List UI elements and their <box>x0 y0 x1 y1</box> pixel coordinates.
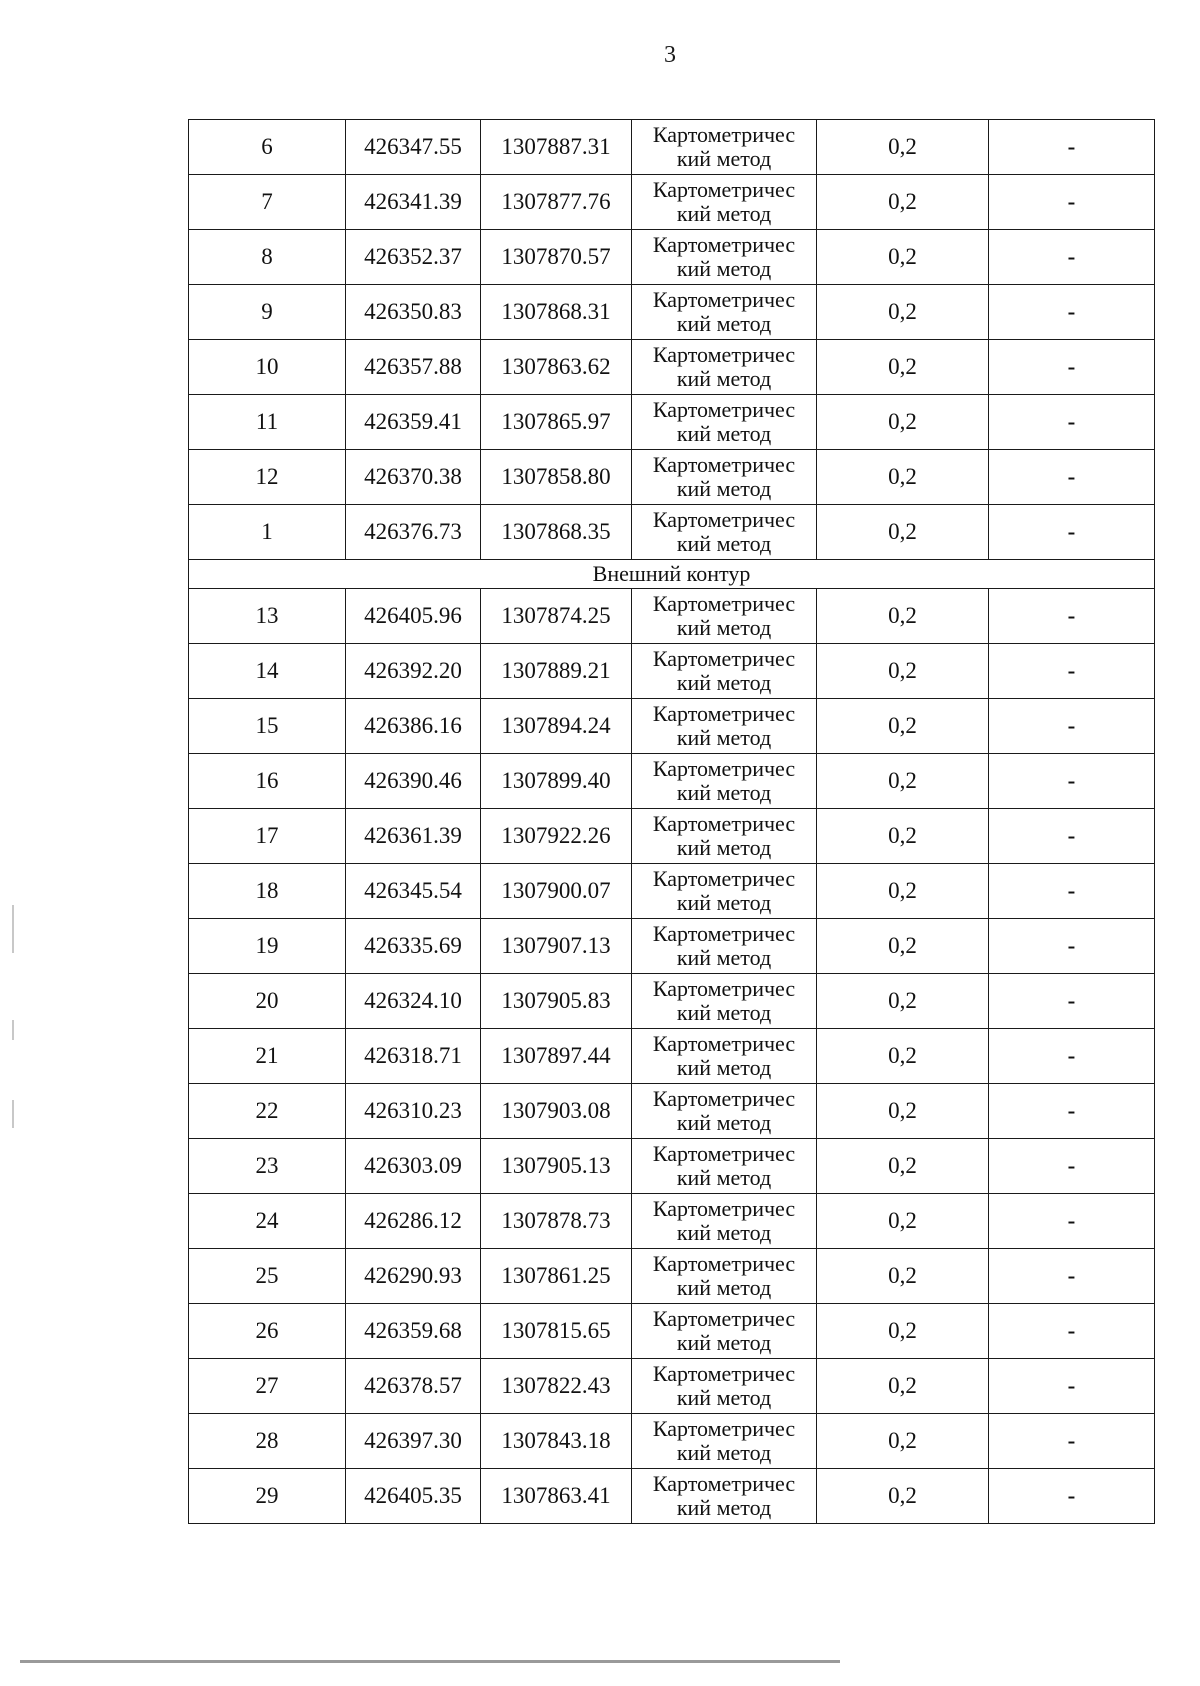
method-cell <box>632 589 817 644</box>
y-coordinate-cell: 1307900.07 <box>481 864 632 919</box>
method-line-1: Картометричес <box>652 452 796 477</box>
y-coordinate-cell: 1307865.97 <box>481 395 632 450</box>
y-coordinate-cell: 1307905.13 <box>481 1139 632 1194</box>
x-coordinate-cell: 426310.23 <box>346 1084 481 1139</box>
note-cell: - <box>989 1084 1155 1139</box>
x-coordinate-cell: 426359.68 <box>346 1304 481 1359</box>
accuracy-cell: 0,2 <box>817 1414 989 1469</box>
method-cell <box>632 699 817 754</box>
method-cell <box>632 1414 817 1469</box>
table-row <box>189 754 1155 809</box>
method-cell <box>632 505 817 560</box>
accuracy-cell: 0,2 <box>817 919 989 974</box>
table-row <box>189 340 1155 395</box>
accuracy-cell: 0,2 <box>817 285 989 340</box>
section-label: Внешний контур <box>189 560 1155 589</box>
x-coordinate-cell: 426378.57 <box>346 1359 481 1414</box>
method-line-2: кий метод <box>676 945 772 970</box>
point-number-cell: 20 <box>189 974 346 1029</box>
method-cell <box>632 1304 817 1359</box>
method-line-1: Картометричес <box>652 701 796 726</box>
method-line-2: кий метод <box>676 1495 772 1520</box>
method-line-1: Картометричес <box>652 976 796 1001</box>
y-coordinate-cell: 1307887.31 <box>481 120 632 175</box>
method-cell <box>632 1249 817 1304</box>
accuracy-cell: 0,2 <box>817 1084 989 1139</box>
point-number-cell: 29 <box>189 1469 346 1524</box>
y-coordinate-cell: 1307870.57 <box>481 230 632 285</box>
x-coordinate-cell: 426345.54 <box>346 864 481 919</box>
x-coordinate-cell: 426324.10 <box>346 974 481 1029</box>
accuracy-cell: 0,2 <box>817 1359 989 1414</box>
method-line-2: кий метод <box>676 1165 772 1190</box>
x-coordinate-cell: 426286.12 <box>346 1194 481 1249</box>
accuracy-cell: 0,2 <box>817 1304 989 1359</box>
x-coordinate-cell: 426341.39 <box>346 175 481 230</box>
method-cell <box>632 175 817 230</box>
method-line-1: Картометричес <box>652 1306 796 1331</box>
method-cell <box>632 395 817 450</box>
method-line-1: Картометричес <box>652 177 796 202</box>
y-coordinate-cell: 1307858.80 <box>481 450 632 505</box>
point-number-cell: 14 <box>189 644 346 699</box>
y-coordinate-cell: 1307815.65 <box>481 1304 632 1359</box>
method-line-2: кий метод <box>676 311 772 336</box>
method-cell <box>632 285 817 340</box>
point-number-cell: 22 <box>189 1084 346 1139</box>
accuracy-cell: 0,2 <box>817 754 989 809</box>
accuracy-cell: 0,2 <box>817 1469 989 1524</box>
point-number-cell: 18 <box>189 864 346 919</box>
note-cell: - <box>989 809 1155 864</box>
y-coordinate-cell: 1307907.13 <box>481 919 632 974</box>
point-number-cell: 21 <box>189 1029 346 1084</box>
table-row <box>189 1084 1155 1139</box>
method-line-1: Картометричес <box>652 1086 796 1111</box>
note-cell: - <box>989 340 1155 395</box>
point-number-cell: 8 <box>189 230 346 285</box>
note-cell: - <box>989 1139 1155 1194</box>
method-line-1: Картометричес <box>652 232 796 257</box>
point-number-cell: 10 <box>189 340 346 395</box>
table-row <box>189 864 1155 919</box>
y-coordinate-cell: 1307878.73 <box>481 1194 632 1249</box>
accuracy-cell: 0,2 <box>817 395 989 450</box>
method-line-1: Картометричес <box>652 1471 796 1496</box>
accuracy-cell: 0,2 <box>817 864 989 919</box>
table-row <box>189 285 1155 340</box>
accuracy-cell: 0,2 <box>817 589 989 644</box>
accuracy-cell: 0,2 <box>817 120 989 175</box>
table-row <box>189 1359 1155 1414</box>
method-cell <box>632 230 817 285</box>
table-row <box>189 1469 1155 1524</box>
method-cell <box>632 1084 817 1139</box>
y-coordinate-cell: 1307889.21 <box>481 644 632 699</box>
y-coordinate-cell: 1307897.44 <box>481 1029 632 1084</box>
y-coordinate-cell: 1307863.41 <box>481 1469 632 1524</box>
table-row <box>189 505 1155 560</box>
method-line-1: Картометричес <box>652 646 796 671</box>
note-cell: - <box>989 1194 1155 1249</box>
y-coordinate-cell: 1307877.76 <box>481 175 632 230</box>
method-line-2: кий метод <box>676 1440 772 1465</box>
accuracy-cell: 0,2 <box>817 974 989 1029</box>
point-number-cell: 19 <box>189 919 346 974</box>
note-cell: - <box>989 230 1155 285</box>
scan-bottom-rule <box>20 1660 840 1663</box>
y-coordinate-cell: 1307874.25 <box>481 589 632 644</box>
section-header-row <box>189 560 1155 589</box>
y-coordinate-cell: 1307894.24 <box>481 699 632 754</box>
x-coordinate-cell: 426370.38 <box>346 450 481 505</box>
table-row <box>189 644 1155 699</box>
table-row <box>189 809 1155 864</box>
x-coordinate-cell: 426352.37 <box>346 230 481 285</box>
note-cell: - <box>989 864 1155 919</box>
method-cell <box>632 1029 817 1084</box>
note-cell: - <box>989 395 1155 450</box>
method-line-1: Картометричес <box>652 756 796 781</box>
x-coordinate-cell: 426397.30 <box>346 1414 481 1469</box>
point-number-cell: 27 <box>189 1359 346 1414</box>
table-row <box>189 1304 1155 1359</box>
accuracy-cell: 0,2 <box>817 644 989 699</box>
method-line-2: кий метод <box>676 615 772 640</box>
method-line-1: Картометричес <box>652 1031 796 1056</box>
method-cell <box>632 450 817 505</box>
method-line-1: Картометричес <box>652 1196 796 1221</box>
accuracy-cell: 0,2 <box>817 175 989 230</box>
accuracy-cell: 0,2 <box>817 340 989 395</box>
note-cell: - <box>989 974 1155 1029</box>
x-coordinate-cell: 426347.55 <box>346 120 481 175</box>
method-line-1: Картометричес <box>652 866 796 891</box>
point-number-cell: 26 <box>189 1304 346 1359</box>
method-line-2: кий метод <box>676 780 772 805</box>
method-line-1: Картометричес <box>652 122 796 147</box>
point-number-cell: 28 <box>189 1414 346 1469</box>
method-line-2: кий метод <box>676 1275 772 1300</box>
y-coordinate-cell: 1307868.31 <box>481 285 632 340</box>
method-line-1: Картометричес <box>652 1416 796 1441</box>
table-row <box>189 1249 1155 1304</box>
note-cell: - <box>989 699 1155 754</box>
method-line-2: кий метод <box>676 146 772 171</box>
note-cell: - <box>989 120 1155 175</box>
scan-margin-mark <box>12 1020 14 1040</box>
table-row <box>189 919 1155 974</box>
x-coordinate-cell: 426405.35 <box>346 1469 481 1524</box>
y-coordinate-cell: 1307868.35 <box>481 505 632 560</box>
note-cell: - <box>989 1359 1155 1414</box>
x-coordinate-cell: 426290.93 <box>346 1249 481 1304</box>
method-line-1: Картометричес <box>652 287 796 312</box>
note-cell: - <box>989 505 1155 560</box>
note-cell: - <box>989 1029 1155 1084</box>
note-cell: - <box>989 450 1155 505</box>
y-coordinate-cell: 1307863.62 <box>481 340 632 395</box>
method-line-2: кий метод <box>676 670 772 695</box>
note-cell: - <box>989 175 1155 230</box>
x-coordinate-cell: 426390.46 <box>346 754 481 809</box>
x-coordinate-cell: 426386.16 <box>346 699 481 754</box>
x-coordinate-cell: 426405.96 <box>346 589 481 644</box>
method-line-1: Картометричес <box>652 1251 796 1276</box>
x-coordinate-cell: 426318.71 <box>346 1029 481 1084</box>
method-cell <box>632 809 817 864</box>
method-cell <box>632 754 817 809</box>
y-coordinate-cell: 1307903.08 <box>481 1084 632 1139</box>
accuracy-cell: 0,2 <box>817 230 989 285</box>
point-number-cell: 16 <box>189 754 346 809</box>
table-row <box>189 1139 1155 1194</box>
note-cell: - <box>989 1249 1155 1304</box>
method-line-1: Картометричес <box>652 1141 796 1166</box>
method-cell <box>632 1139 817 1194</box>
table-row <box>189 120 1155 175</box>
point-number-cell: 23 <box>189 1139 346 1194</box>
accuracy-cell: 0,2 <box>817 1249 989 1304</box>
accuracy-cell: 0,2 <box>817 1194 989 1249</box>
y-coordinate-cell: 1307899.40 <box>481 754 632 809</box>
scan-margin-mark <box>12 1100 14 1128</box>
scan-margin-mark <box>12 905 14 953</box>
method-cell <box>632 120 817 175</box>
table-row <box>189 450 1155 505</box>
coordinates-table-body <box>189 120 1155 1524</box>
y-coordinate-cell: 1307922.26 <box>481 809 632 864</box>
coordinates-table <box>188 119 1155 1524</box>
y-coordinate-cell: 1307905.83 <box>481 974 632 1029</box>
method-line-2: кий метод <box>676 531 772 556</box>
point-number-cell: 17 <box>189 809 346 864</box>
accuracy-cell: 0,2 <box>817 699 989 754</box>
method-cell <box>632 974 817 1029</box>
y-coordinate-cell: 1307843.18 <box>481 1414 632 1469</box>
method-line-2: кий метод <box>676 1220 772 1245</box>
method-line-2: кий метод <box>676 476 772 501</box>
note-cell: - <box>989 919 1155 974</box>
note-cell: - <box>989 754 1155 809</box>
point-number-cell: 1 <box>189 505 346 560</box>
table-row <box>189 1414 1155 1469</box>
table-row <box>189 699 1155 754</box>
x-coordinate-cell: 426335.69 <box>346 919 481 974</box>
method-line-2: кий метод <box>676 1385 772 1410</box>
accuracy-cell: 0,2 <box>817 1029 989 1084</box>
point-number-cell: 13 <box>189 589 346 644</box>
note-cell: - <box>989 644 1155 699</box>
method-line-1: Картометричес <box>652 811 796 836</box>
point-number-cell: 25 <box>189 1249 346 1304</box>
method-cell <box>632 864 817 919</box>
method-cell <box>632 340 817 395</box>
method-cell <box>632 1469 817 1524</box>
method-cell <box>632 1359 817 1414</box>
method-cell <box>632 1194 817 1249</box>
method-line-2: кий метод <box>676 1110 772 1135</box>
method-cell <box>632 644 817 699</box>
note-cell: - <box>989 1304 1155 1359</box>
x-coordinate-cell: 426357.88 <box>346 340 481 395</box>
table-row <box>189 175 1155 230</box>
method-line-2: кий метод <box>676 1055 772 1080</box>
point-number-cell: 24 <box>189 1194 346 1249</box>
x-coordinate-cell: 426392.20 <box>346 644 481 699</box>
accuracy-cell: 0,2 <box>817 809 989 864</box>
page-number: 3 <box>664 42 676 68</box>
table-row <box>189 1029 1155 1084</box>
x-coordinate-cell: 426359.41 <box>346 395 481 450</box>
table-row <box>189 589 1155 644</box>
point-number-cell: 9 <box>189 285 346 340</box>
method-line-2: кий метод <box>676 201 772 226</box>
accuracy-cell: 0,2 <box>817 505 989 560</box>
method-line-1: Картометричес <box>652 1361 796 1386</box>
method-line-2: кий метод <box>676 890 772 915</box>
note-cell: - <box>989 1469 1155 1524</box>
accuracy-cell: 0,2 <box>817 1139 989 1194</box>
point-number-cell: 15 <box>189 699 346 754</box>
method-line-2: кий метод <box>676 835 772 860</box>
note-cell: - <box>989 1414 1155 1469</box>
method-cell <box>632 919 817 974</box>
method-line-1: Картометричес <box>652 342 796 367</box>
method-line-2: кий метод <box>676 1330 772 1355</box>
x-coordinate-cell: 426361.39 <box>346 809 481 864</box>
accuracy-cell: 0,2 <box>817 450 989 505</box>
method-line-1: Картометричес <box>652 507 796 532</box>
method-line-2: кий метод <box>676 366 772 391</box>
note-cell: - <box>989 285 1155 340</box>
y-coordinate-cell: 1307822.43 <box>481 1359 632 1414</box>
x-coordinate-cell: 426376.73 <box>346 505 481 560</box>
method-line-1: Картометричес <box>652 921 796 946</box>
table-row <box>189 974 1155 1029</box>
method-line-2: кий метод <box>676 725 772 750</box>
point-number-cell: 12 <box>189 450 346 505</box>
method-line-1: Картометричес <box>652 397 796 422</box>
method-line-2: кий метод <box>676 421 772 446</box>
method-line-2: кий метод <box>676 256 772 281</box>
table-row <box>189 395 1155 450</box>
method-line-1: Картометричес <box>652 591 796 616</box>
point-number-cell: 7 <box>189 175 346 230</box>
point-number-cell: 6 <box>189 120 346 175</box>
method-line-2: кий метод <box>676 1000 772 1025</box>
note-cell: - <box>989 589 1155 644</box>
point-number-cell: 11 <box>189 395 346 450</box>
table-row <box>189 230 1155 285</box>
x-coordinate-cell: 426350.83 <box>346 285 481 340</box>
table-row <box>189 1194 1155 1249</box>
x-coordinate-cell: 426303.09 <box>346 1139 481 1194</box>
y-coordinate-cell: 1307861.25 <box>481 1249 632 1304</box>
